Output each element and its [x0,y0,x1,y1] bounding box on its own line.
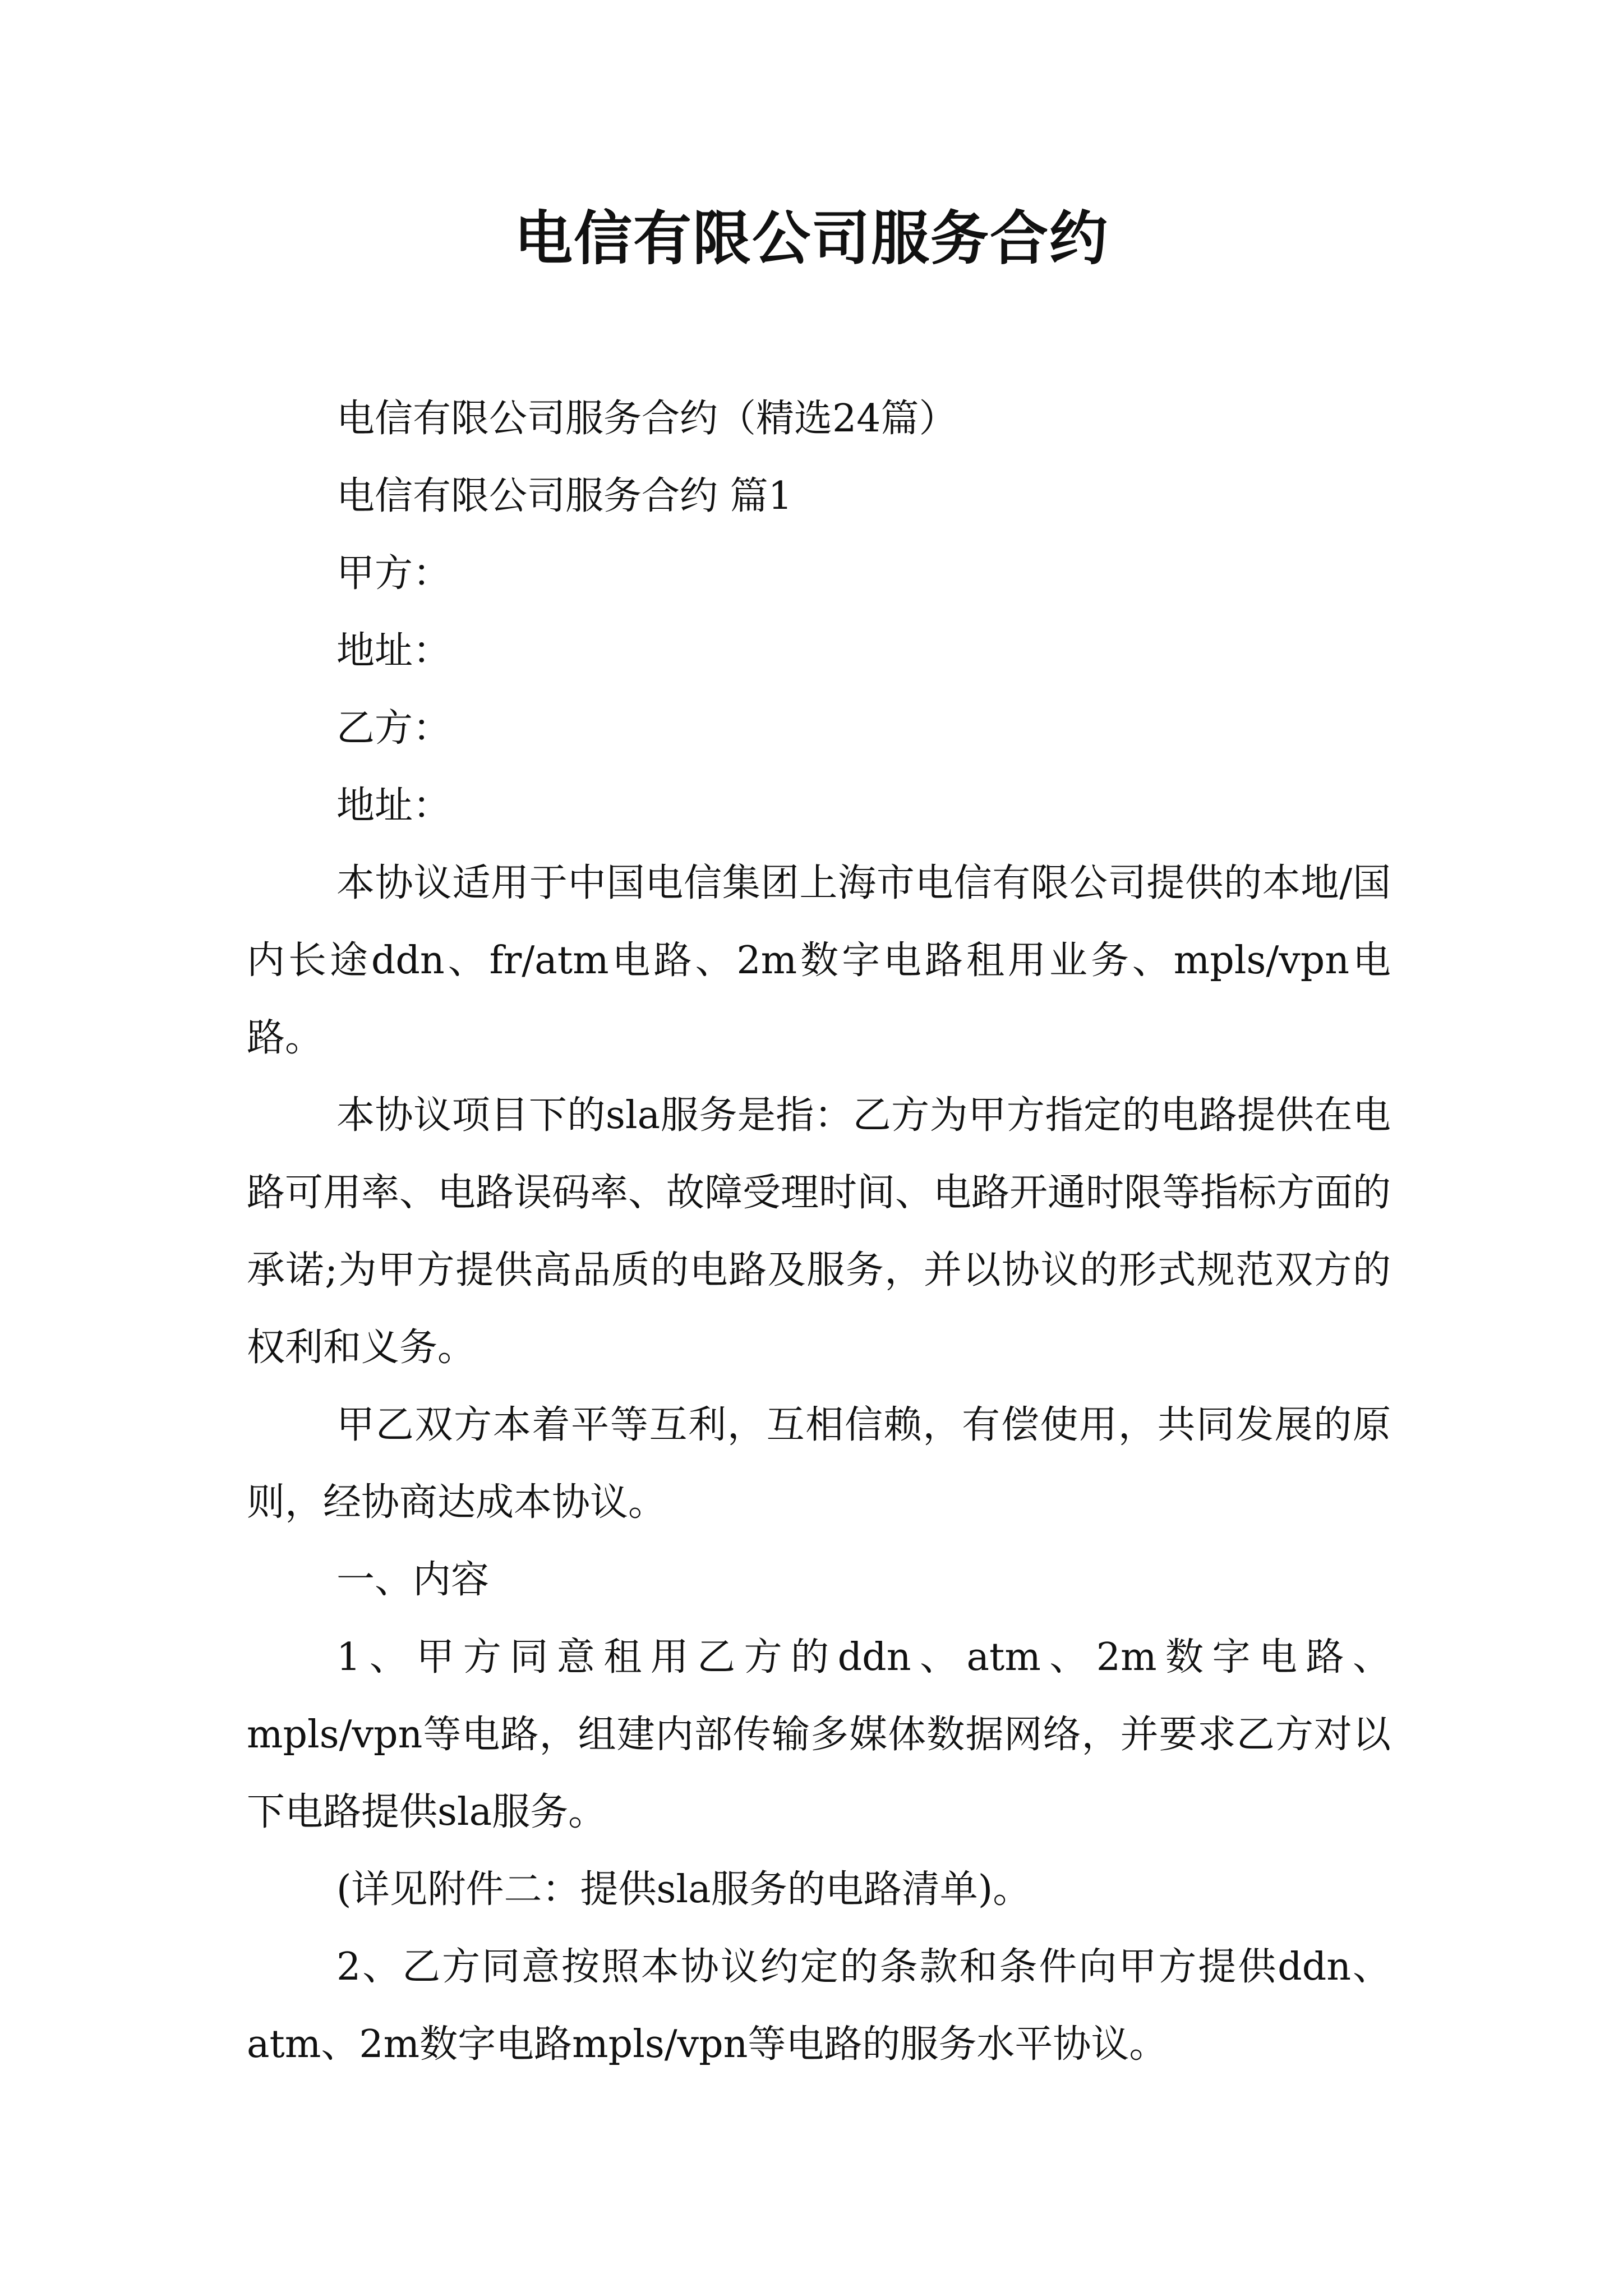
party-a-label: 甲方： [336,551,451,596]
section-heading: 电信有限公司服务合约 篇1 [336,474,792,518]
scope-paragraph: 本协议适用于中国电信集团上海市电信有限公司提供的本地/国内长途ddn、fr/atm电路、2m数字电路租用业务、mpls/vpn电路。 [247,861,1391,1060]
address-b-label: 地址： [336,784,451,828]
item-2-paragraph: 2、乙方同意按照本协议约定的条款和条件向甲方提供ddn、atm、2m数字电路mpls/vpn等电路的服务水平协议。 [247,1945,1391,2067]
party-b-label: 乙方： [336,706,451,751]
document-body [247,380,1391,2083]
principle-paragraph: 甲乙双方本着平等互利，互相信赖，有偿使用，共同发展的原则，经协商达成本协议。 [247,1403,1391,1525]
item-1-note: (详见附件二：提供sla服务的电路清单)。 [336,1867,1031,1912]
document-subtitle: 电信有限公司服务合约（精选24篇） [336,397,957,441]
address-a-label: 地址： [336,629,451,673]
item-1-paragraph: 1、甲方同意租用乙方的ddn、atm、2m数字电路、mpls/vpn等电路，组建内部传输多媒体数据网络，并要求乙方对以下电路提供sla服务。 [247,1635,1391,1834]
content-heading: 一、内容 [336,1558,490,1602]
sla-definition-paragraph: 本协议项目下的sla服务是指：乙方为甲方指定的电路提供在电路可用率、电路误码率、故障受理时间、电路开通时限等指标方面的承诺;为甲方提供高品质的电路及服务，并以协议的形式规范双方的权利和义务。 [247,1093,1391,1370]
document-title: 电信有限公司服务合约 [514,204,1109,273]
